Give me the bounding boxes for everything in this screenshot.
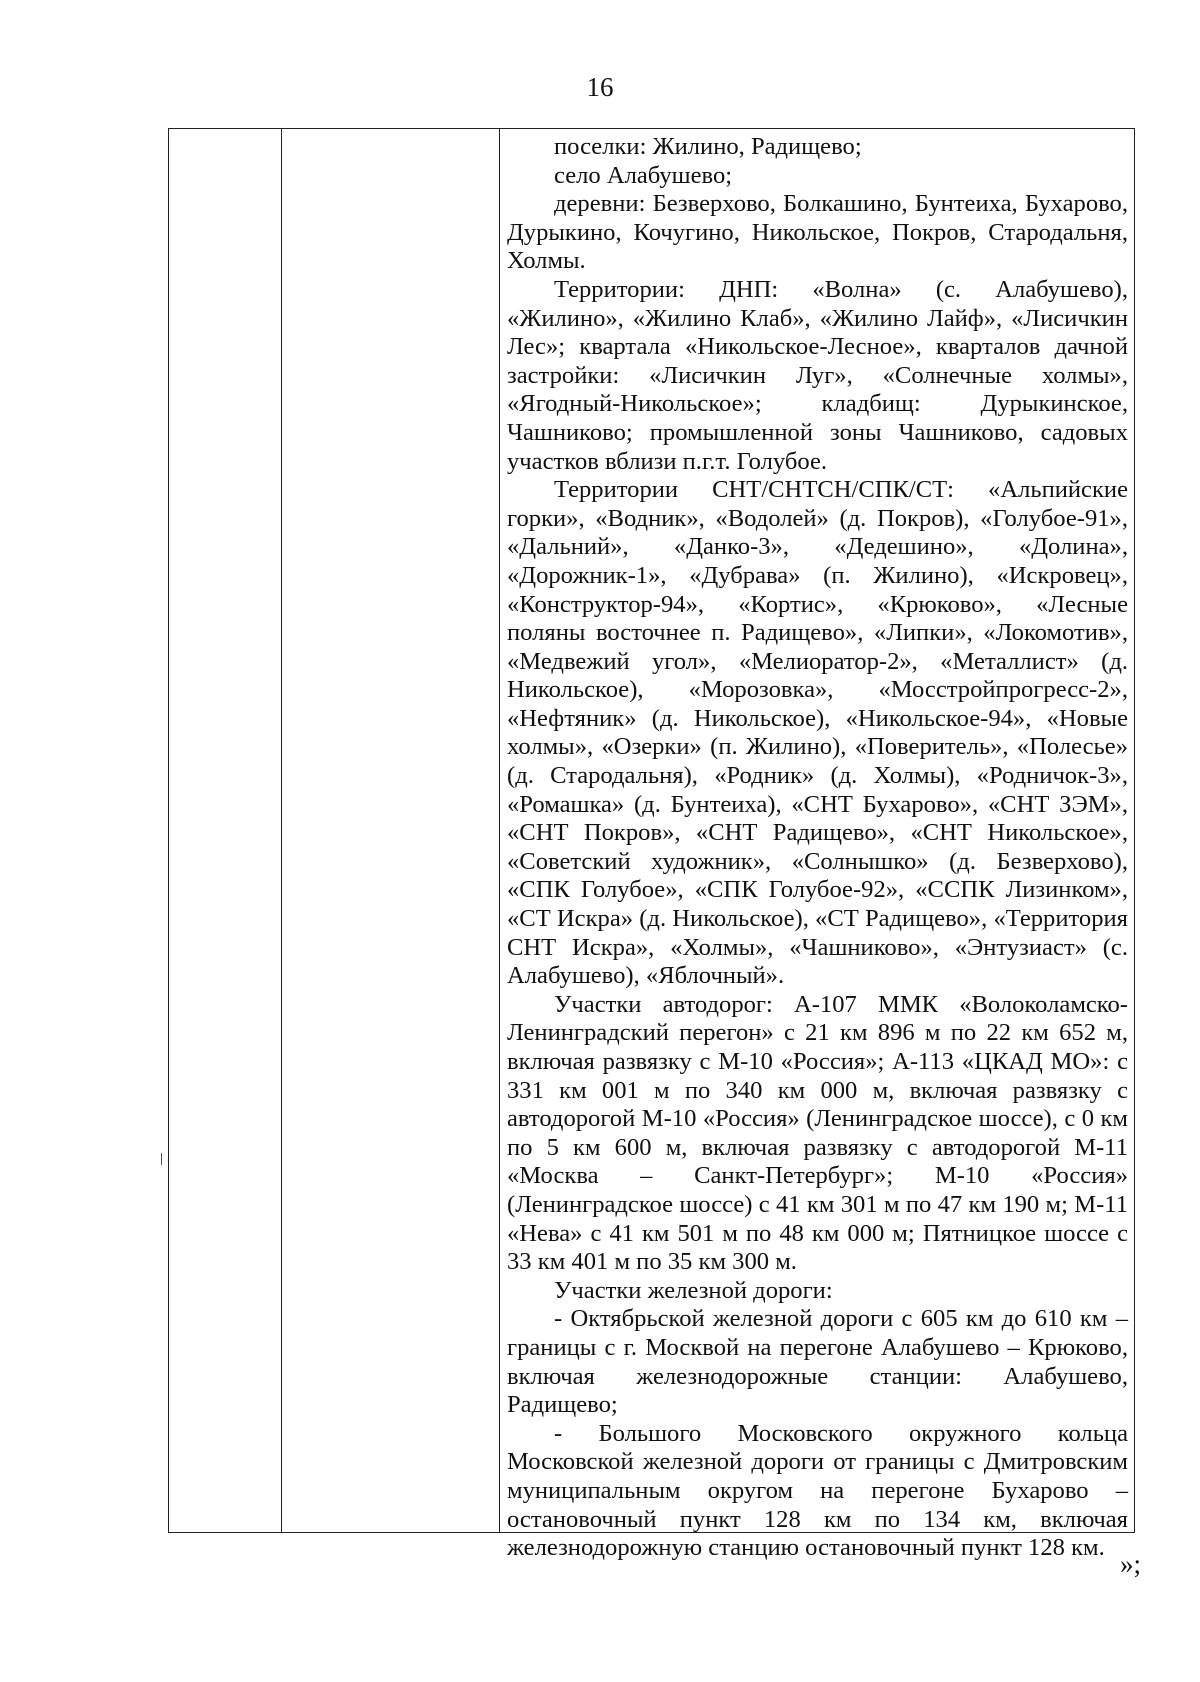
closing-quote-mark: »; bbox=[1120, 1549, 1142, 1579]
page-number: 16 bbox=[586, 72, 614, 102]
margin-mark bbox=[161, 1153, 162, 1165]
paragraph-hamlets: деревни: Безверхово, Болкашино, Бунтеиха, Бухарово, Дурыкино, Кочугино, Никольское, Покров, Стародальня, Холмы. bbox=[507, 190, 1128, 275]
paragraph-territories-dnp: Территории: ДНП: «Волна» (с. Алабушево), «Жилино», «Жилино Клаб», «Жилино Лайф», «Лисичкин Лес»; квартала «Никольское-Лесное», кварталов дачной застройки: «Лисичкин Луг», «Солнечные холмы», «Ягодный-Никольское»; кладбищ: Дурыкинское, Чашниково; промышленной зоны Чашниково, садовых участков вблизи п.г.т. Голубое. bbox=[507, 275, 1128, 475]
column-divider-1 bbox=[281, 129, 282, 1532]
document-table bbox=[168, 128, 1135, 1562]
paragraph-roads: Участки автодорог: А-107 ММК «Волоколамско-Ленинградский перегон» с 21 км 896 м по 22 км 652 м, включая развязку с М-10 «Россия»; А-113 «ЦКАД МО»: с 331 км 001 м по 340 км 000 м, включая развязку с автодорогой М-10 «Россия» (Ленинградское шоссе), с 0 км по 5 км 600 м, включая развязку с автодорогой М-11 «Москва – Санкт-Петербург»; М-10 «Россия» (Ленинградское шоссе) с 41 км 301 м по 47 км 190 м; М-11 «Нева» с 41 км 501 м по 48 км 000 м; Пятницкое шоссе с 33 км 401 м по 35 км 300 м. bbox=[507, 990, 1128, 1276]
paragraph-territories-snt: Территории СНТ/СНТСН/СПК/СТ: «Альпийские горки», «Водник», «Водолей» (д. Покров), «Голубое-91», «Дальний», «Данко-3», «Дедешино», «Долина», «Дорожник-1», «Дубрава» (п. Жилино), «Искровец», «Конструктор-94», «Кортис», «Крюково», «Лесные поляны восточнее п. Радищево», «Липки», «Локомотив», «Медвежий угол», «Мелиоратор-2», «Металлист» (д. Никольское), «Морозовка», «Мосстройпрогресс-2», «Нефтяник» (д. Никольское), «Никольское-94», «Новые холмы», «Озерки» (п. Жилино), «Поверитель», «Полесье» (д. Стародальня), «Родник» (д. Холмы), «Родничок-3», «Ромашка» (д. Бунтеиха), «СНТ Бухарово», «СНТ ЗЭМ», «СНТ Покров», «СНТ Радищево», «СНТ Никольское», «Советский художник», «Солнышко» (д. Безверхово), «СПК Голубое», «СПК Голубое-92», «ССПК Лизинком», «СТ Искра» (д. Никольское), «СТ Радищево», «Территория СНТ Искра», «Холмы», «Чашниково», «Энтузиаст» (с. Алабушево), «Яблочный». bbox=[507, 476, 1128, 990]
paragraph-railway-oktyabrskaya: - Октябрьской железной дороги с 605 км до 610 км – границы с г. Москвой на перегоне Алабушево – Крюково, включая железнодорожные станции: Алабушево, Радищево; bbox=[507, 1305, 1128, 1419]
paragraph-railway-bmo: - Большого Московского окружного кольца Московской железной дороги от границы с Дмитровским муниципальным округом на перегоне Бухарово – остановочный пункт 128 км по 134 км, включая железнодорожную станцию остановочный пункт 128 км. bbox=[507, 1419, 1128, 1562]
paragraph-village: село Алабушево; bbox=[554, 161, 733, 189]
paragraph-settlements: поселки: Жилино, Радищево; bbox=[554, 133, 862, 160]
paragraph-railway-heading: Участки железной дороги: bbox=[554, 1276, 833, 1304]
column-divider-2 bbox=[499, 129, 500, 1532]
table-cell-text bbox=[507, 133, 1128, 1563]
